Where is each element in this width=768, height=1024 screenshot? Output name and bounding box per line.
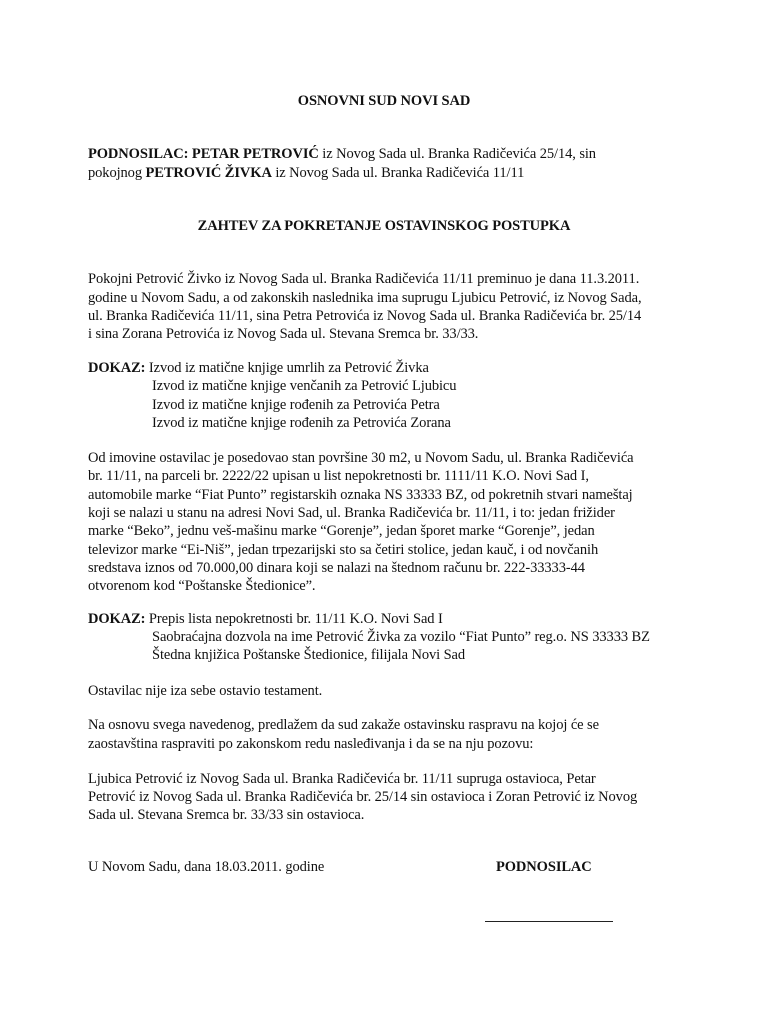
proposal-line: Na osnovu svega navedenog, predlažem da sud zakaže ostavinsku raspravu na kojoj će se — [88, 717, 599, 733]
intro-line: godine u Novom Sadu, a od zakonskih naslednika ima suprugu Ljubicu Petrović, iz Novog Sada, — [88, 290, 642, 306]
evidence-2-item: Štedna knjižica Poštanske Štedionice, filijala Novi Sad — [152, 647, 466, 663]
evidence-1-item: Izvod iz matične knjige rođenih za Petrovića Petra — [152, 397, 440, 413]
estate-line: sredstava iznos od 70.000,00 dinara koji se nalazi na štednom računu br. 222-33333-44 — [88, 560, 585, 576]
deceased-name: PETROVIĆ ŽIVKA — [145, 165, 272, 181]
applicant-address: iz Novog Sada ul. Branka Radičevića 25/14, sin — [318, 146, 596, 162]
evidence-2-label: DOKAZ: — [88, 611, 146, 627]
intro-line: Pokojni Petrović Živko iz Novog Sada ul. Branka Radičevića 11/11 preminuo je dana 11.3.2011. — [88, 271, 640, 287]
estate-line: br. 11/11, na parceli br. 2222/22 upisan u list nepokretnosti br. 1111/11 K.O. Novi Sad I, — [88, 468, 589, 484]
estate-line: Od imovine ostavilac je posedovao stan površine 30 m2, u Novom Sadu, ul. Branka Radičevića — [88, 450, 634, 466]
signature-label: PODNOSILAC — [496, 859, 592, 875]
estate-line: automobile marke “Fiat Punto” registarskih oznaka NS 33333 BZ, od pokretnih stvari nameštaj — [88, 487, 633, 503]
applicant-line-1 — [88, 145, 596, 164]
evidence-1-item: Izvod iz matične knjige rođenih za Petrovića Zorana — [152, 415, 451, 431]
estate-line: otvorenom kod “Poštanske Štedionice”. — [88, 578, 316, 594]
evidence-2-item: Prepis lista nepokretnosti br. 11/11 K.O. Novi Sad I — [145, 611, 443, 627]
document-title: ZAHTEV ZA POKRETANJE OSTAVINSKOG POSTUPKA — [197, 218, 571, 234]
heirs-line: Petrović iz Novog Sada ul. Branka Radičevića br. 25/14 sin ostavioca i Zoran Petrović iz Novog — [88, 789, 638, 805]
evidence-1-item: Izvod iz matične knjige venčanih za Petrović Ljubicu — [152, 378, 457, 394]
applicant-deceased-prefix: pokojnog — [88, 165, 146, 181]
signature-line — [485, 921, 613, 922]
applicant-label: PODNOSILAC: PETAR PETROVIĆ — [88, 146, 319, 162]
evidence-2-first — [88, 610, 443, 629]
estate-line: koji se nalazi u stanu na adresi Novi Sad, ul. Branka Radičevića br. 11/11, i to: jedan frižider — [88, 505, 615, 521]
evidence-2-item: Saobraćajna dozvola na ime Petrović Živka za vozilo “Fiat Punto” reg.o. NS 33333 BZ — [152, 629, 650, 645]
place-date: U Novom Sadu, dana 18.03.2011. godine — [88, 859, 325, 875]
no-will-statement: Ostavilac nije iza sebe ostavio testament. — [88, 683, 323, 699]
applicant-line-2 — [88, 164, 524, 183]
deceased-address: iz Novog Sada ul. Branka Radičevića 11/11 — [271, 165, 525, 181]
estate-line: marke “Beko”, jednu veš-mašinu marke “Gorenje”, jedan šporet marke “Gorenje”, jedan — [88, 523, 595, 539]
intro-line: i sina Zorana Petrovića iz Novog Sada ul. Stevana Sremca br. 33/33. — [88, 326, 479, 342]
court-heading: OSNOVNI SUD NOVI SAD — [297, 93, 471, 109]
intro-line: ul. Branka Radičevića 11/11, sina Petra Petrovića iz Novog Sada ul. Branka Radičevića br. 25/14 — [88, 308, 642, 324]
evidence-1-item: Izvod iz matične knjige umrlih za Petrović Živka — [145, 360, 429, 376]
evidence-1-first — [88, 359, 429, 378]
proposal-line: zaostavština raspraviti po zakonskom redu nasleđivanja i da se na nju pozovu: — [88, 736, 534, 752]
heirs-line: Sada ul. Stevana Sremca br. 33/33 sin ostavioca. — [88, 807, 365, 823]
estate-line: televizor marke “Ei-Niš”, jedan trpezarijski sto sa četiri stolice, jedan kauč, i od novčanih — [88, 542, 599, 558]
evidence-1-label: DOKAZ: — [88, 360, 146, 376]
heirs-line: Ljubica Petrović iz Novog Sada ul. Branka Radičevića br. 11/11 supruga ostavioca, Petar — [88, 771, 596, 787]
